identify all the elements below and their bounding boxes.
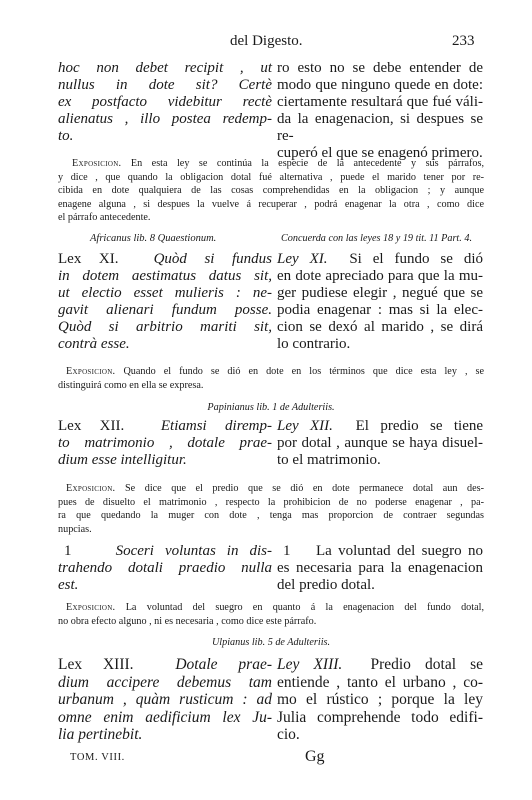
text-line: cion se dexó al marido , se dirá bbox=[277, 319, 483, 335]
law-heading: Ley XIII. bbox=[277, 656, 343, 673]
law-12-latin bbox=[58, 418, 272, 469]
source-papinianus: Papinianus lib. 1 de Adulteriis. bbox=[207, 402, 335, 413]
concordance-note: Concuerda con las leyes 18 y 19 tit. 11 Part. 4. bbox=[281, 233, 472, 244]
text-line: nupcias. bbox=[58, 523, 92, 535]
law-13-latin bbox=[58, 656, 272, 744]
text-line: Ley XII. El predio se tiene bbox=[277, 418, 484, 434]
text-line: es necesaria para la enagenacion bbox=[277, 560, 483, 576]
text-line: dium esse intelligitur. bbox=[58, 452, 187, 468]
text-line: to. bbox=[58, 128, 74, 144]
text-line: Lex XI. Quòd si fundus bbox=[58, 251, 273, 267]
text-line: del predio dotal. bbox=[277, 577, 375, 593]
law-heading: Ley XI. bbox=[277, 251, 328, 267]
text-line: Exposicion. En esta ley se continúa la especie de la antecedente y sus párrafos, bbox=[72, 158, 484, 169]
text-line: cuperó el que se enagenó primero. bbox=[277, 145, 483, 161]
exposicion-label: Exposicion. bbox=[66, 366, 116, 377]
page-number: 233 bbox=[452, 33, 475, 49]
paragraph-1-spanish bbox=[277, 543, 483, 594]
exposicion-label: Exposicion. bbox=[72, 158, 122, 169]
text-line: lia pertinebit. bbox=[58, 726, 143, 743]
text-line: Julia comprehende todo edifi- bbox=[277, 708, 483, 726]
volume-mark: TOM. VIII. bbox=[70, 752, 125, 763]
text-line: da la enagenacion, si despues se re- bbox=[277, 111, 483, 144]
text-line: entiende , tanto el urbano , co- bbox=[277, 673, 483, 691]
text-line: ex postfacto videbitur rectè bbox=[58, 94, 272, 110]
text-line: to matrimonio , dotale prae- bbox=[58, 435, 272, 451]
law-heading: Lex XII. bbox=[58, 418, 125, 434]
exposicion-4 bbox=[58, 601, 484, 628]
text-line: distinguirá como en ella se expresa. bbox=[58, 379, 204, 391]
text-line: lo contrario. bbox=[277, 336, 351, 352]
text-line: cibida en dote qualquiera de las cosas comprehendidas en la obligacion ; y aunque bbox=[58, 185, 484, 196]
text-line: 1 Soceri voluntas in dis- bbox=[64, 543, 273, 559]
law-heading: Ley XII. bbox=[277, 418, 333, 434]
signature-mark: Gg bbox=[305, 748, 325, 765]
text-line: in dotem aestimatus datus sit, bbox=[58, 268, 272, 284]
text-line: urbanum , quàm rusticum : ad bbox=[58, 691, 272, 708]
law-heading: Lex XIII. bbox=[58, 656, 134, 673]
text-line: dium accipere debemus tam bbox=[58, 673, 272, 691]
text-line: nullus in dote sit? Certè bbox=[58, 77, 272, 93]
source-ulpianus: Ulpianus lib. 5 de Adulteriis. bbox=[211, 637, 331, 648]
exposicion-2 bbox=[58, 365, 484, 392]
paragraph-1-latin bbox=[58, 543, 272, 594]
top-latin-block bbox=[58, 60, 272, 145]
text-line: ger pudiese elegir , negué que se bbox=[277, 285, 483, 301]
text-line: est. bbox=[58, 577, 79, 593]
text-line: Lex XII. Etiamsi diremp- bbox=[58, 418, 272, 434]
text-line: modo que ninguno quede en dote: bbox=[277, 77, 483, 93]
text-line: ut electio esset mulieris : ne- bbox=[58, 285, 272, 301]
text-line: Exposicion. Quando el fundo se dió en dote en los términos que dice esta ley , se bbox=[66, 366, 485, 377]
text-line: el párrafo antecedente. bbox=[58, 212, 151, 223]
text-line: gavit alienari fundum posse. bbox=[58, 302, 272, 318]
exposicion-label: Exposicion. bbox=[66, 602, 116, 613]
paragraph-number: 1 bbox=[64, 543, 72, 559]
text-line: pues de disuelto el matrimonio , respecto la prohibicion de no poderse enagenar , pa- bbox=[58, 496, 484, 508]
text-line: podia enagenar : mas si la elec- bbox=[277, 302, 483, 318]
text-line: Exposicion. Se dice que el predio que se dió en dote permanece dotal aun des- bbox=[66, 483, 484, 494]
text-line: 1 La voluntad del suegro no bbox=[283, 543, 483, 559]
text-line: hoc non debet recipit , ut bbox=[58, 60, 272, 76]
running-head: del Digesto. bbox=[230, 33, 303, 49]
text-line: enagene alguna , si despues la vuelve á recuperar , podrá enagenar la otra , como dice bbox=[58, 198, 484, 210]
text-line: Ley XI. Si el fundo se dió bbox=[277, 251, 483, 267]
text-line: Quòd si arbitrio mariti sit, bbox=[58, 319, 272, 335]
text-line: contrà esse. bbox=[58, 336, 130, 352]
paragraph-number: 1 bbox=[283, 543, 291, 559]
law-11-latin bbox=[58, 251, 272, 353]
text-line: Ley XIII. Predio dotal se bbox=[277, 656, 484, 673]
text-line: Lex XIII. Dotale prae- bbox=[58, 656, 272, 673]
text-line: ro esto no se debe entender de bbox=[277, 60, 483, 76]
law-11-spanish bbox=[277, 251, 483, 353]
text-line: alienatus , illo postea redemp- bbox=[58, 111, 272, 127]
text-line: cio. bbox=[277, 726, 300, 743]
text-line: Exposicion. La voluntad del suegro en quanto á la enagenacion del fundo dotal, bbox=[66, 602, 484, 613]
source-africanus: Africanus lib. 8 Quaestionum. bbox=[90, 233, 217, 244]
law-12-spanish bbox=[277, 418, 483, 469]
text-line: omne enim aedificium lex Ju- bbox=[58, 708, 272, 726]
text-line: ra que quedando la muger con dote , tenga mas proporcion de contraer segundas bbox=[58, 510, 484, 521]
text-line: trahendo dotali praedio nulla bbox=[58, 560, 272, 576]
text-line: mo el rústico ; porque la ley bbox=[277, 691, 483, 708]
law-13-spanish bbox=[277, 656, 483, 744]
text-line: por dotal , aunque se haya disuel- bbox=[277, 435, 483, 451]
text-line: ciertamente resultará que fué váli- bbox=[277, 94, 483, 110]
exposicion-label: Exposicion. bbox=[66, 483, 116, 494]
exposicion-1 bbox=[58, 157, 484, 225]
exposicion-3 bbox=[58, 482, 484, 536]
text-line: en dote apreciado para que la mu- bbox=[277, 268, 483, 284]
text-line: to el matrimonio. bbox=[277, 452, 381, 468]
law-heading: Lex XI. bbox=[58, 251, 119, 267]
top-spanish-block bbox=[277, 60, 483, 162]
text-line: y dice , que quando la obligacion dotal fué alternativa , puede el marido tener por re- bbox=[58, 171, 484, 183]
text-line: no obra efecto alguno , ni es necesaria , como dice este párrafo. bbox=[58, 615, 317, 627]
